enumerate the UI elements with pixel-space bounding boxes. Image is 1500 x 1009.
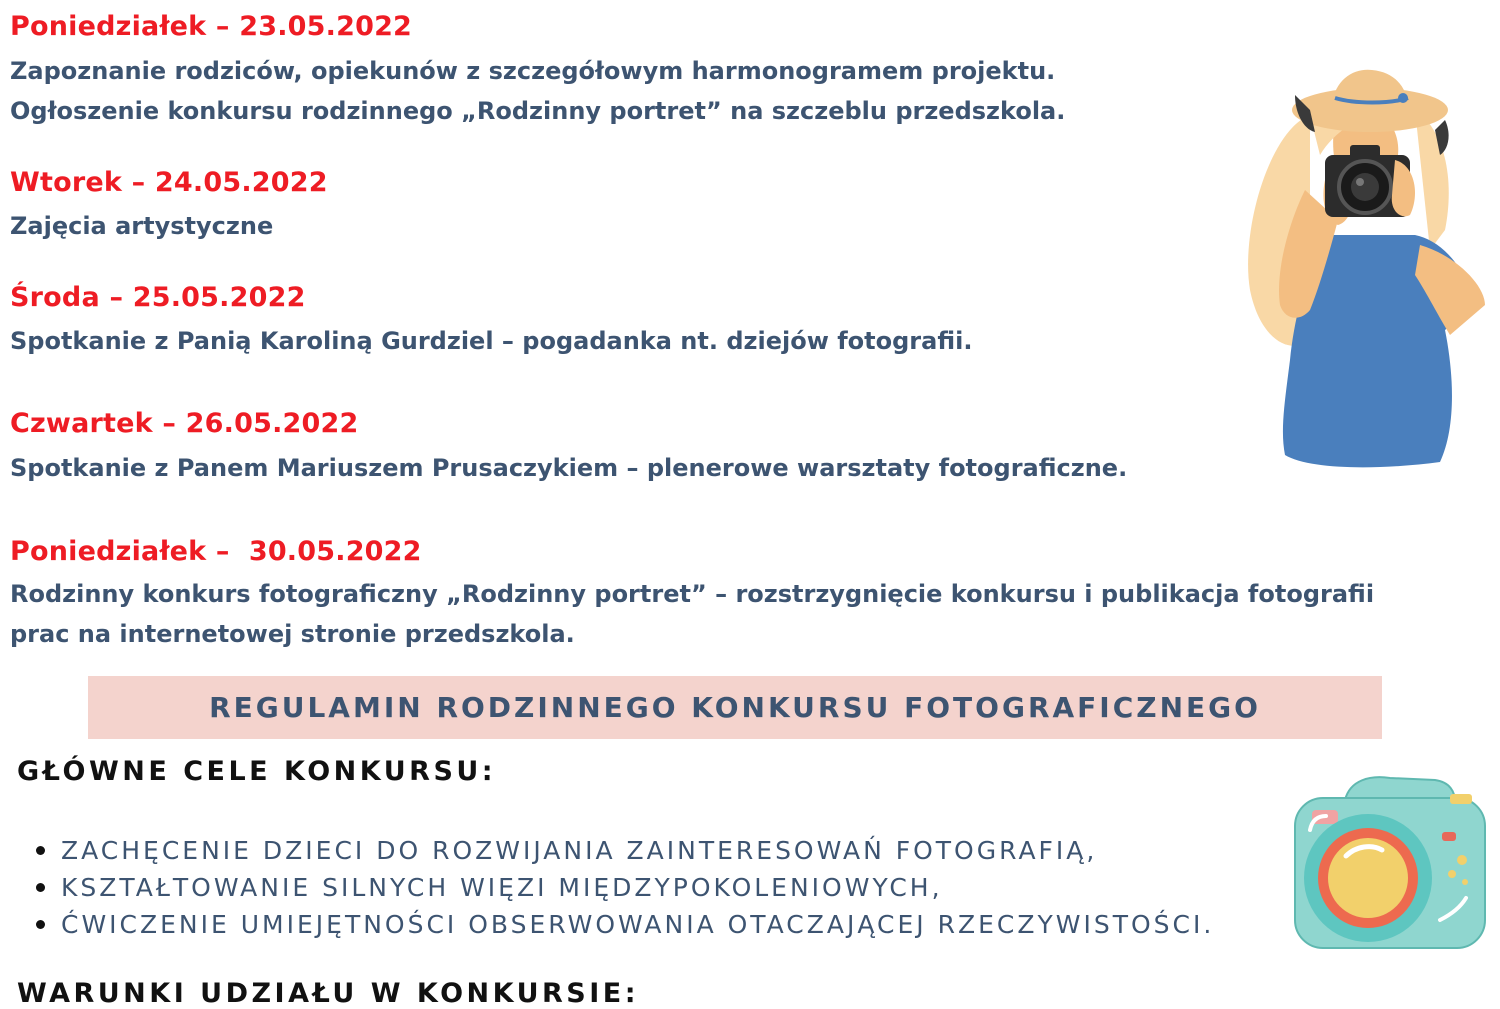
- description-line: Spotkanie z Panią Karoliną Gurdziel – pogadanka nt. dziejów fotografii.: [10, 327, 973, 355]
- day-description-monday-1: [10, 51, 1065, 131]
- bullet-icon: [36, 920, 45, 929]
- description-line: prac na internetowej stronie przedszkola.: [10, 620, 575, 648]
- day-description-thursday: [10, 448, 1127, 488]
- list-item: [36, 906, 1214, 943]
- goal-text: KSZTAŁTOWANIE SILNYCH WIĘZI MIĘDZYPOKOLENIOWYCH,: [61, 873, 943, 902]
- description-line: Zajęcia artystyczne: [10, 212, 274, 240]
- list-item: [36, 869, 1214, 906]
- goals-list: [36, 832, 1214, 943]
- day-description-monday-2: [10, 574, 1374, 654]
- day-heading-tuesday: Wtorek – 24.05.2022: [10, 167, 328, 198]
- day-description-wednesday: [10, 321, 972, 361]
- day-heading-thursday: Czwartek – 26.05.2022: [10, 408, 359, 439]
- list-item: [36, 832, 1214, 869]
- day-description-tuesday: [10, 206, 273, 246]
- goal-text: ĆWICZENIE UMIEJĘTNOŚCI OBSERWOWANIA OTACZAJĄCEJ RZECZYWISTOŚCI.: [61, 910, 1215, 939]
- teal-camera-icon: [1290, 770, 1500, 955]
- goal-text: ZACHĘCENIE DZIECI DO ROZWIJANIA ZAINTERESOWAŃ FOTOGRAFIĄ,: [61, 836, 1098, 865]
- description-line: Zapoznanie rodziców, opiekunów z szczegółowym harmonogramem projektu.: [10, 57, 1056, 85]
- conditions-heading: WARUNKI UDZIAŁU W KONKURSIE:: [17, 978, 640, 1009]
- description-line: Ogłoszenie konkursu rodzinnego „Rodzinny portret” na szczeblu przedszkola.: [10, 97, 1066, 125]
- day-heading-monday-2: Poniedziałek – 30.05.2022: [10, 536, 422, 567]
- description-line: Spotkanie z Panem Mariuszem Prusaczykiem – plenerowe warsztaty fotograficzne.: [10, 454, 1128, 482]
- day-heading-monday-1: Poniedziałek – 23.05.2022: [10, 11, 413, 42]
- woman-with-camera-icon: [1240, 60, 1500, 480]
- bullet-icon: [36, 883, 45, 892]
- goals-heading: GŁÓWNE CELE KONKURSU:: [17, 756, 497, 787]
- bullet-icon: [36, 846, 45, 855]
- regulamin-banner: [88, 676, 1382, 739]
- description-line: Rodzinny konkurs fotograficzny „Rodzinny portret” – rozstrzygnięcie konkursu i publikacja fotografii: [10, 580, 1375, 608]
- day-heading-wednesday: Środa – 25.05.2022: [10, 282, 306, 313]
- regulamin-title: REGULAMIN RODZINNEGO KONKURSU FOTOGRAFICZNEGO: [209, 691, 1261, 724]
